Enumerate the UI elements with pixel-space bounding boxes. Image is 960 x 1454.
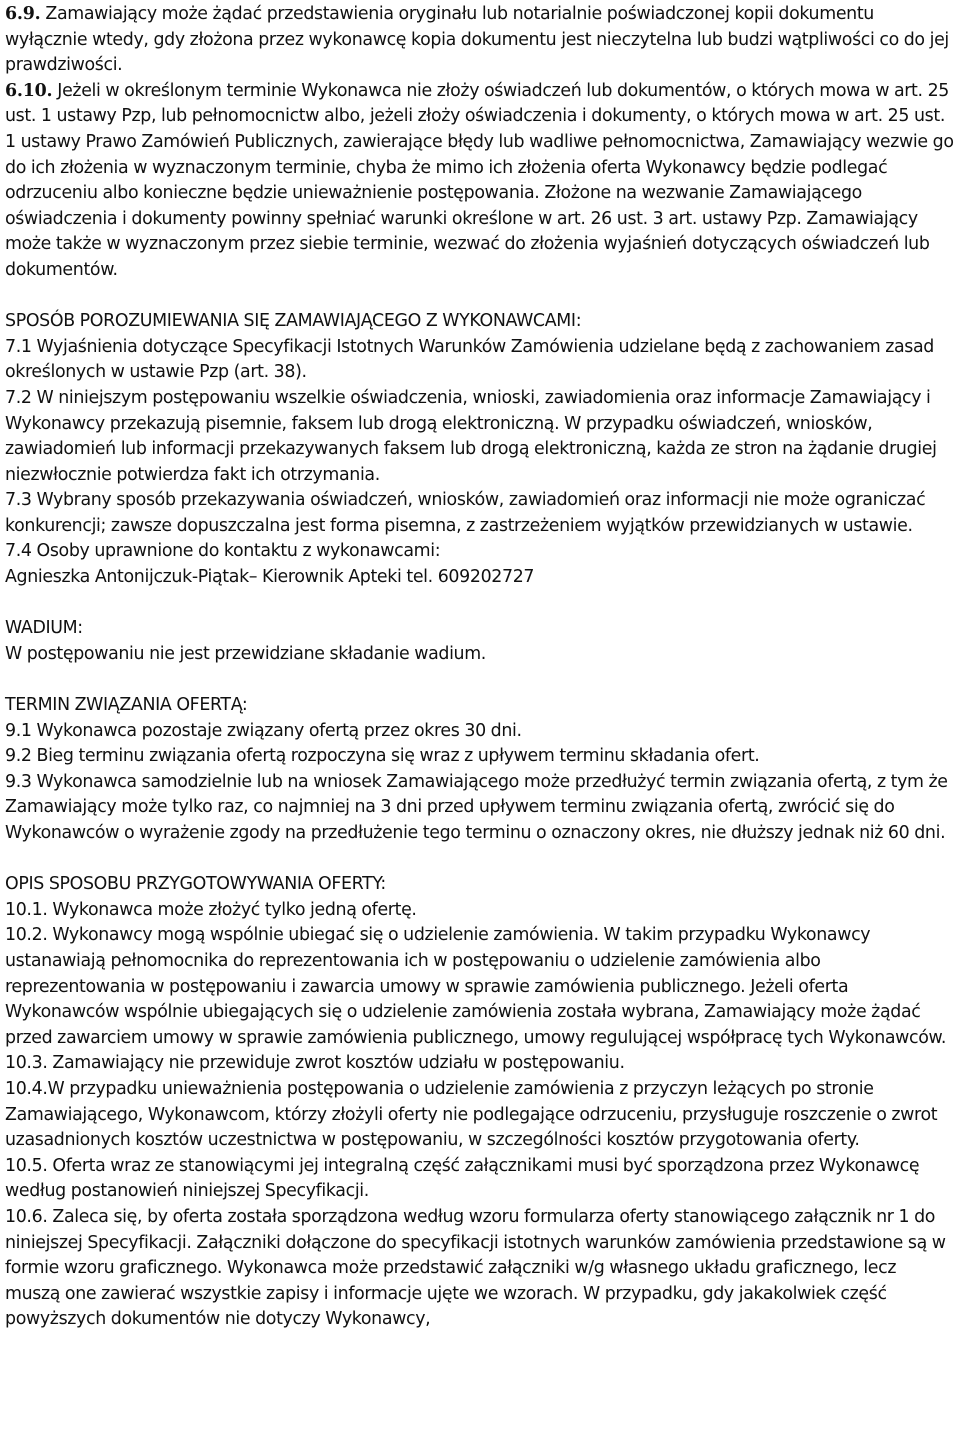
- paragraph-number: 6.10.: [5, 80, 53, 101]
- paragraph-7-4: 7.4 Osoby uprawnione do kontaktu z wykonawcami:: [5, 541, 441, 562]
- paragraph-wadium: W postępowaniu nie jest przewidziane składanie wadium.: [5, 643, 486, 664]
- paragraph-9-3: 9.3 Wykonawca samodzielnie lub na wniosek Zamawiającego może przedłużyć termin związania ofertą, z tym że Zamawiający może tylko raz, co najmniej na 3 dni przed upływem terminu związania ofertą, zwrócić się do Wykonawców o wyrażenie zgody na przedłużenie tego terminu o oznaczony okres, nie dłuższy jednak niż 60 dni.: [5, 771, 948, 843]
- paragraph-9-2: 9.2 Bieg terminu związania ofertą rozpoczyna się wraz z upływem terminu składania ofert.: [5, 746, 760, 767]
- paragraph-number: 6.9.: [5, 4, 41, 24]
- section-heading-communication: SPOSÓB POROZUMIEWANIA SIĘ ZAMAWIAJĄCEGO Z WYKONAWCAMI:: [5, 311, 582, 332]
- paragraph-text: Jeżeli w określonym terminie Wykonawca nie złoży oświadczeń lub dokumentów, o których mowa w art. 25 ust. 1 ustawy Pzp, lub pełnomocnictw albo, jeżeli złoży oświadczenia i dokumenty, o których mowa w art. 25 ust. 1 ustawy Prawo Zamówień Publicznych, zawierające błędy lub wadliwe pełnomocnictwa, Zamawiający wezwie go do ich złożenia w wyznaczonym terminie, chyba że mimo ich złożenia oferta Wykonawcy będzie podlegać odrzuceniu albo konieczne będzie unieważnienie postępowania. Złożone na wezwanie Zamawiającego oświadczenia i dokumenty powinny spełniać warunki określone w art. 26 ust. 3 art. ustawy Pzp. Zamawiający może także w wyznaczonym przez siebie terminie, wezwać do złożenia wyjaśnień dotyczących oświadczeń lub dokumentów.: [5, 80, 954, 280]
- paragraph-10-6: 10.6. Zaleca się, by oferta została sporządzona według wzoru formularza oferty stanowiącego załącznik nr 1 do niniejszej Specyfikacji. Załączniki dołączone do specyfikacji istotnych warunków zamówienia przedstawione są w formie wzoru graficznego. Wykonawca może przedstawić załączniki w/g własnego układu graficznego, lecz muszą one zawierać wszystkie zapisy i informacje ujęte we wzorach. W przypadku, gdy jakakolwiek część powyższych dokumentów nie dotyczy Wykonawcy,: [5, 1206, 946, 1330]
- contact-person: Agnieszka Antonijczuk-Piątak– Kierownik Apteki tel. 609202727: [5, 567, 535, 588]
- paragraph-9-1: 9.1 Wykonawca pozostaje związany ofertą przez okres 30 dni.: [5, 720, 522, 741]
- spacer: [5, 284, 954, 310]
- paragraph-7-2: 7.2 W niniejszym postępowaniu wszelkie oświadczenia, wnioski, zawiadomienia oraz informacje Zamawiający i Wykonawcy przekazują pisemnie, faksem lub drogą elektroniczną. W przypadku oświadczeń, wniosków, zawiadomień lub informacji przekazywanych faksem lub drogą elektroniczną, każda ze stron na żądanie drugiej niezwłocznie potwierdza fakt ich otrzymania.: [5, 387, 937, 485]
- section-heading-wadium: WADIUM:: [5, 618, 83, 639]
- spacer: [5, 847, 954, 873]
- paragraph-10-3: 10.3. Zamawiający nie przewiduje zwrot kosztów udziału w postępowaniu.: [5, 1053, 625, 1074]
- paragraph-10-4: 10.4.W przypadku unieważnienia postępowania o udzielenie zamówienia z przyczyn leżących po stronie Zamawiającego, Wykonawcom, którzy złożyli oferty nie podlegające odrzuceniu, przysługuje roszczenie o zwrot uzasadnionych kosztów uczestnictwa w postępowaniu, w szczególności kosztów przygotowania oferty.: [5, 1078, 938, 1151]
- paragraph-7-1: 7.1 Wyjaśnienia dotyczące Specyfikacji Istotnych Warunków Zamówienia udzielane będą z zachowaniem zasad określonych w ustawie Pzp (art. 38).: [5, 336, 934, 383]
- paragraph-10-1: 10.1. Wykonawca może złożyć tylko jedną ofertę.: [5, 899, 417, 920]
- section-heading-offer-preparation: OPIS SPOSOBU PRZYGOTOWYWANIA OFERTY:: [5, 874, 386, 895]
- spacer: [5, 667, 954, 693]
- paragraph-10-5: 10.5. Oferta wraz ze stanowiącymi jej integralną część załącznikami musi być sporządzona przez Wykonawcę według postanowień niniejszej Specyfikacji.: [5, 1155, 920, 1202]
- paragraph-6-10: [5, 79, 954, 284]
- section-heading-binding-period: TERMIN ZWIĄZANIA OFERTĄ:: [5, 695, 248, 716]
- document-body: [5, 2, 954, 1333]
- paragraph-10-2: 10.2. Wykonawcy mogą wspólnie ubiegać się o udzielenie zamówienia. W takim przypadku Wykonawcy ustanawiają pełnomocnika do reprezentowania ich w postępowaniu o udzielenie zamówienia albo reprezentowania w postępowaniu i zawarcia umowy w sprawie zamówienia publicznego. Jeżeli oferta Wykonawców wspólnie ubiegających się o udzielenie zamówienia została wybrana, Zamawiający może żądać przed zawarciem umowy w sprawie zamówienia publicznego, umowy regulującej współpracę tych Wykonawców.: [5, 925, 947, 1048]
- paragraph-text: Zamawiający może żądać przedstawienia oryginału lub notarialnie poświadczonej kopii dokumentu wyłącznie wtedy, gdy złożona przez wykonawcę kopia dokumentu jest nieczytelna lub budzi wątpliwości co do jej prawdziwości.: [5, 4, 949, 76]
- paragraph-6-9: [5, 2, 954, 79]
- paragraph-7-3: 7.3 Wybrany sposób przekazywania oświadczeń, wniosków, zawiadomień oraz informacji nie może ograniczać konkurencji; zawsze dopuszczalna jest forma pisemna, z zastrzeżeniem wyjątków przewidzianych w ustawie.: [5, 490, 926, 536]
- spacer: [5, 591, 954, 617]
